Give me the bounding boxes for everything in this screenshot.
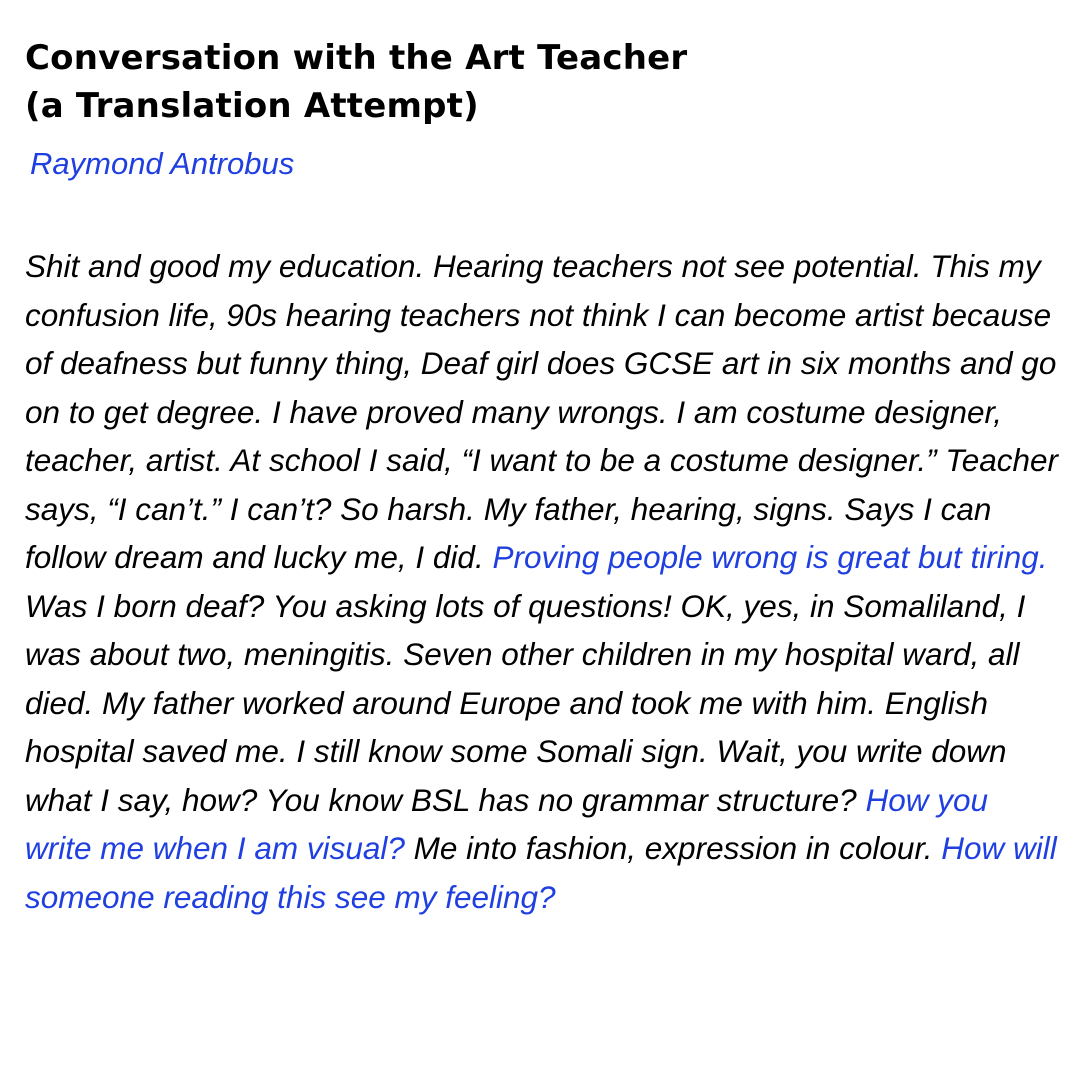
poem-highlight-3: How will someone reading this see my feeling? <box>25 830 1057 915</box>
poem-title-line-1: Conversation with the Art Teacher <box>25 38 688 78</box>
poem-title-line-2: (a Translation Attempt) <box>25 86 479 126</box>
poem-highlight-1: Proving people wrong is great but tiring. <box>492 539 1048 575</box>
poem-highlight-2: How you write me when I am visual? <box>25 781 989 866</box>
poem-segment-2: Was I born deaf? You asking lots of questions! OK, yes, in Somaliland, I was about two, meningitis. Seven other children in my hospital ward, all died. My father worked around Europe and took me with him. English hospital saved me. I still know some Somali sign. Wait, you write down what I say, how? You know BSL has no grammar structure? <box>25 587 1026 818</box>
poem-segment-1: Shit and good my education. Hearing teachers not see potential. This my confusion life, 90s hearing teachers not think I can become artist because of deafness but funny thing, Deaf girl does GCSE art in six months and go on to get degree. I have proved many wrongs. I am costume designer, teacher, artist. At school I said, “I want to be a costume designer.” Teacher says, “I can’t.” I can’t? So harsh. My father, hearing, signs. Says I can follow dream and lucky me, I did. <box>25 248 1059 575</box>
poem-segment-3: Me into fashion, expression in colour. <box>404 830 942 866</box>
poem-author: Raymond Antrobus <box>30 146 295 181</box>
poem-title <box>25 34 1056 130</box>
poem-body <box>25 242 1060 921</box>
